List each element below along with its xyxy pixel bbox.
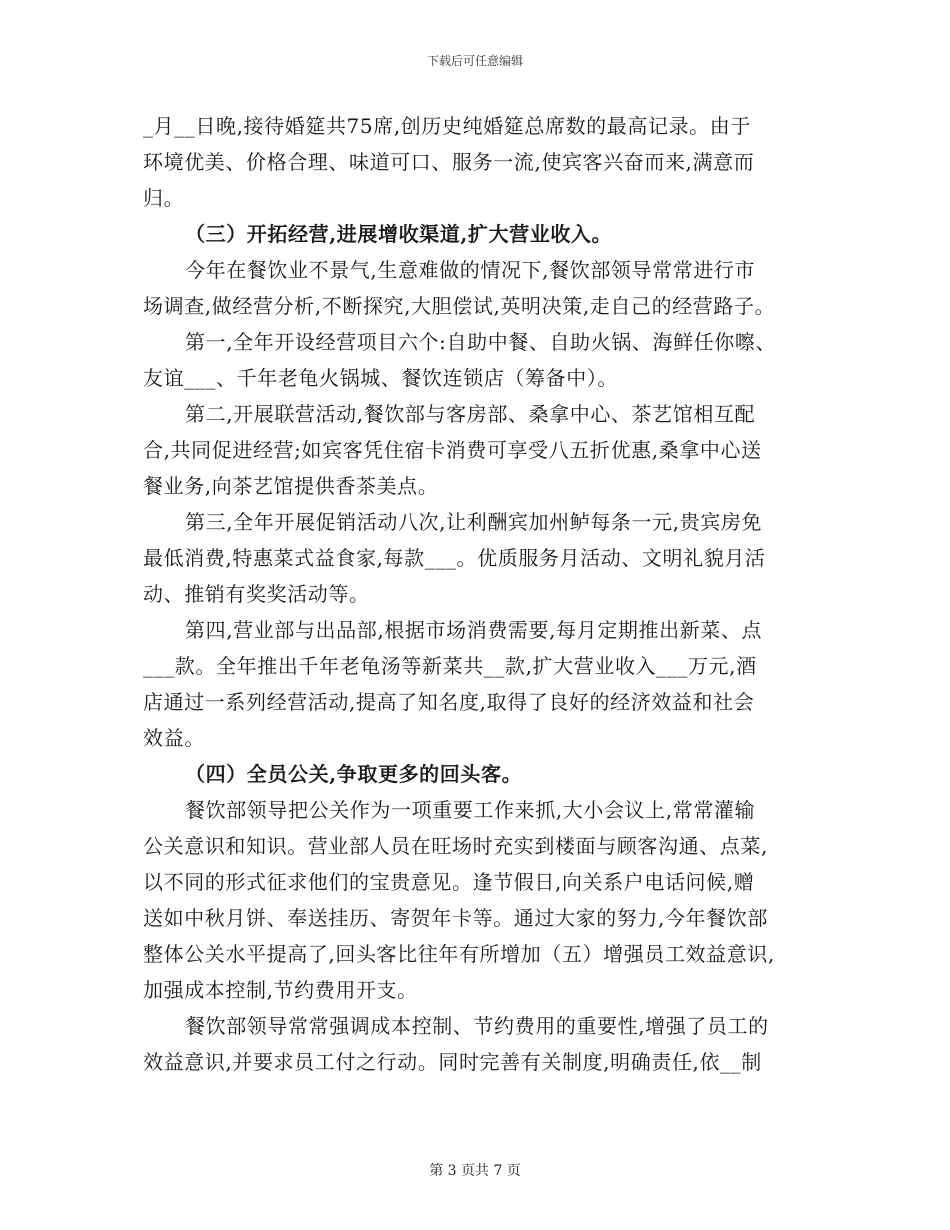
text-line: 最低消费,特惠菜式益食家,每款___。优质服务月活动、文明礼貌月活 bbox=[143, 546, 766, 570]
page-header: 下载后可任意编辑 bbox=[426, 54, 523, 68]
paragraph-start: 今年在餐饮业不景气,生意难做的情况下,餐饮部领导常常进行市 bbox=[185, 258, 756, 282]
text-line: _月__日晚,接待婚筵共75席,创历史纯婚筵总席数的最高记录。由于 bbox=[143, 114, 751, 138]
document-body bbox=[143, 108, 823, 1080]
section-heading-3: （三）开拓经营,进展增收渠道,扩大营业收入。 bbox=[185, 222, 613, 246]
paragraph-start: 第二,开展联营活动,餐饮部与客房部、桑拿中心、茶艺馆相互配 bbox=[185, 402, 756, 426]
text-line: ___款。全年推出千年老龟汤等新菜共__款,扩大营业收入___万元,酒 bbox=[143, 654, 757, 678]
page-footer: 第 3 页共 7 页 bbox=[429, 1163, 521, 1179]
text-line: 店通过一系列经营活动,提高了知名度,取得了良好的经济效益和社会 bbox=[143, 690, 755, 714]
text-line: 合,共同促进经营;如宾客凭住宿卡消费可享受八五折优惠,桑拿中心送 bbox=[143, 438, 762, 462]
text-line: 效益。 bbox=[143, 726, 205, 750]
paragraph-start: 第三,全年开展促销活动八次,让利酬宾加州鲈每条一元,贵宾房免 bbox=[185, 510, 763, 534]
paragraph-start: 第四,营业部与出品部,根据市场消费需要,每月定期推出新菜、点 bbox=[185, 618, 763, 642]
paragraph-start: 餐饮部领导常常强调成本控制、节约费用的重要性,增强了员工的 bbox=[185, 1014, 769, 1038]
text-line: 归。 bbox=[143, 186, 185, 210]
text-line: 公关意识和知识。营业部人员在旺场时充实到楼面与顾客沟通、点菜, bbox=[143, 834, 768, 858]
text-line: 送如中秋月饼、奉送挂历、寄贺年卡等。通过大家的努力,今年餐饮部 bbox=[143, 906, 768, 930]
text-line: 场调查,做经营分析,不断探究,大胆偿试,英明决策,走自己的经营路子。 bbox=[143, 294, 776, 318]
text-line: 餐业务,向茶艺馆提供香茶美点。 bbox=[143, 474, 439, 498]
text-line: 以不同的形式征求他们的宝贵意见。逢节假日,向关系户电话问候,赠 bbox=[143, 870, 755, 894]
text-line: 动、推销有奖奖活动等。 bbox=[143, 582, 370, 606]
paragraph-start: 第一,全年开设经营项目六个:自助中餐、自助火锅、海鲜任你嚓、 bbox=[185, 330, 777, 354]
text-line: 效益意识,并要求员工付之行动。同时完善有关制度,明确责任,依__制 bbox=[143, 1050, 762, 1074]
text-line: 友谊___、千年老龟火锅城、餐饮连锁店（筹备中）。 bbox=[143, 366, 618, 390]
text-line: 环境优美、价格合理、味道可口、服务一流,使宾客兴奋而来,满意而 bbox=[143, 150, 755, 174]
paragraph-start: 餐饮部领导把公关作为一项重要工作来抓,大小会议上,常常灌输 bbox=[185, 798, 756, 822]
text-line: 整体公关水平提高了,回头客比往年有所增加（五）增强员工效益意识, bbox=[143, 942, 775, 966]
text-line: 加强成本控制,节约费用开支。 bbox=[143, 978, 418, 1002]
section-heading-4: （四）全员公关,争取更多的回头客。 bbox=[185, 762, 523, 786]
